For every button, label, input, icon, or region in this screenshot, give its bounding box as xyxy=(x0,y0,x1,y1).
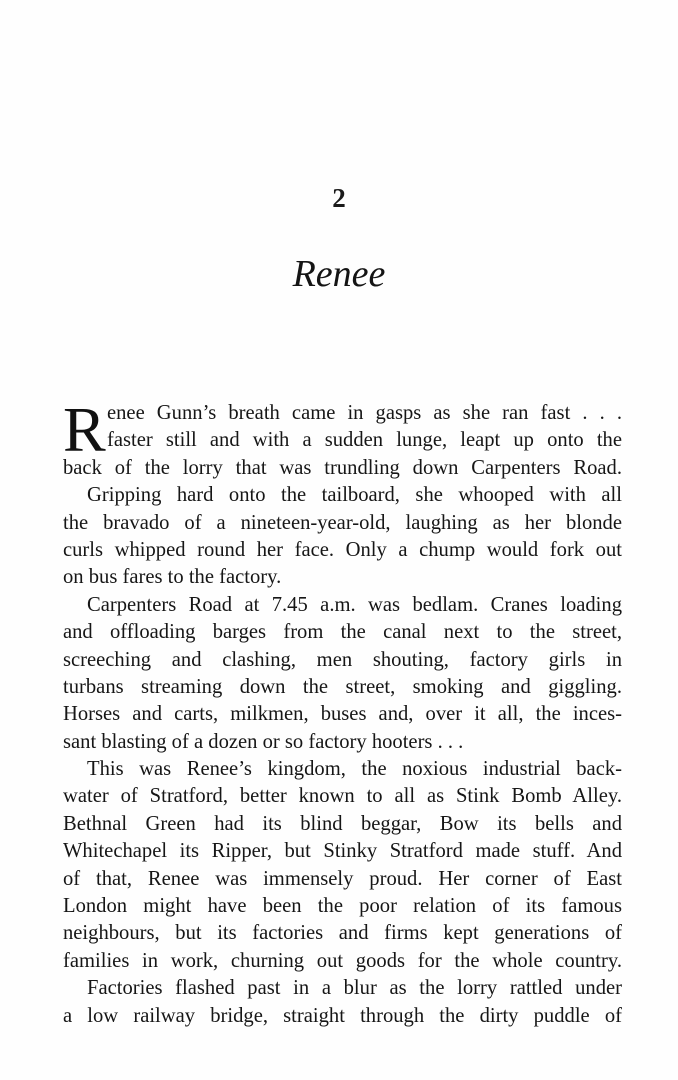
line-text: families in work, churning out goods for the whole country. xyxy=(63,949,622,972)
line-text: Horses and carts, milkmen, buses and, over it all, the inces- xyxy=(63,703,622,726)
line-text: and offloading barges from the canal next to the street, xyxy=(63,621,622,644)
text-line xyxy=(63,647,622,674)
line-text: Gripping hard onto the tailboard, she whooped with all xyxy=(87,484,622,507)
text-line xyxy=(63,866,622,893)
text-line xyxy=(63,920,622,947)
line-text: sant blasting of a dozen or so factory hooters . . . xyxy=(63,730,464,753)
line-text: This was Renee’s kingdom, the noxious industrial back- xyxy=(87,758,622,781)
line-text: Carpenters Road at 7.45 a.m. was bedlam. Cranes loading xyxy=(87,593,622,616)
line-text: screeching and clashing, men shouting, factory girls in xyxy=(63,648,622,671)
chapter-body xyxy=(63,394,622,1030)
text-line xyxy=(63,1003,622,1030)
line-text: back of the lorry that was trundling down Carpenters Road. xyxy=(63,456,622,479)
text-line xyxy=(63,948,622,975)
text-line xyxy=(63,400,622,427)
text-line xyxy=(63,510,622,537)
text-line xyxy=(63,701,622,728)
text-line xyxy=(63,975,622,1002)
line-text: turbans streaming down the street, smoking and giggling. xyxy=(63,675,622,698)
text-line xyxy=(63,838,622,865)
line-text: on bus fares to the factory. xyxy=(63,566,282,589)
line-text: Whitechapel its Ripper, but Stinky Stratford made stuff. And xyxy=(63,840,622,863)
line-text: neighbours, but its factories and firms kept generations of xyxy=(63,922,622,945)
line-text: Bethnal Green had its blind beggar, Bow its bells and xyxy=(63,812,622,835)
text-line xyxy=(63,893,622,920)
line-text: a low railway bridge, straight through the dirty puddle of xyxy=(63,1004,622,1027)
line-text: London might have been the poor relation of its famous xyxy=(63,895,622,918)
text-line xyxy=(63,455,622,482)
text-line xyxy=(63,537,622,564)
text-line xyxy=(63,756,622,783)
text-line xyxy=(63,427,622,454)
line-text: Factories flashed past in a blur as the lorry rattled under xyxy=(87,977,622,1000)
text-line xyxy=(63,783,622,810)
chapter-number: 2 xyxy=(332,183,346,213)
line-text: water of Stratford, better known to all as Stink Bomb Alley. xyxy=(63,785,622,808)
line-text: faster still and with a sudden lunge, leapt up onto the xyxy=(107,429,622,452)
text-line xyxy=(63,729,622,756)
line-text: of that, Renee was immensely proud. Her corner of East xyxy=(63,867,622,890)
text-line xyxy=(63,592,622,619)
line-text: curls whipped round her face. Only a chump would fork out xyxy=(63,538,622,561)
chapter-title: Renee xyxy=(292,253,386,295)
line-text: enee Gunn’s breath came in gasps as she ran fast . . . xyxy=(107,402,622,424)
drop-cap: R xyxy=(63,394,106,465)
text-line xyxy=(63,674,622,701)
text-line xyxy=(63,482,622,509)
text-line xyxy=(63,619,622,646)
text-line xyxy=(63,564,622,591)
text-line xyxy=(63,811,622,838)
line-text: the bravado of a nineteen-year-old, laughing as her blonde xyxy=(63,511,622,534)
